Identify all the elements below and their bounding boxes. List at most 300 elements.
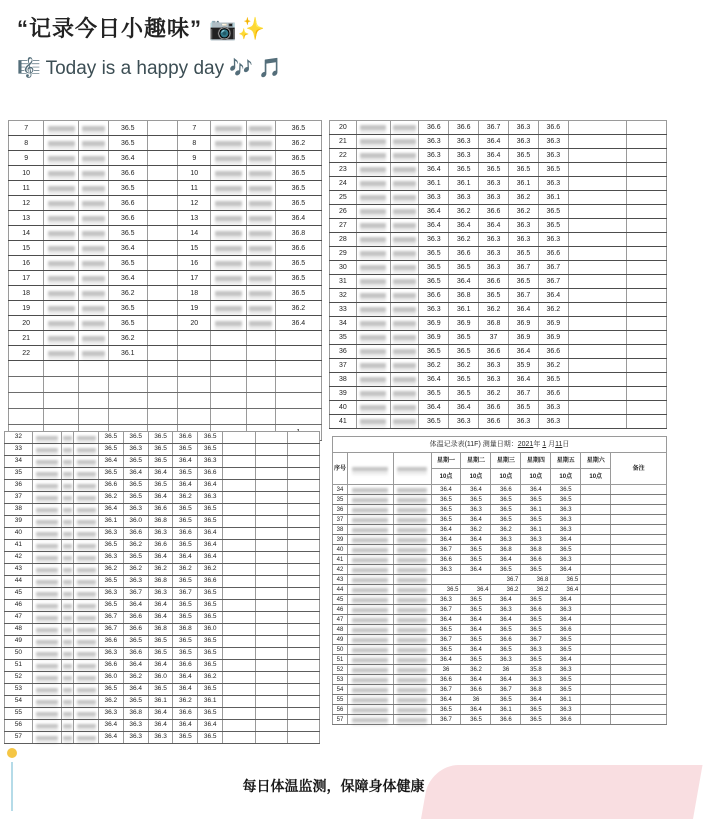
redacted-name-cell	[79, 211, 108, 226]
temp-cell: 36.3	[551, 525, 581, 535]
redacted-name-cell	[390, 191, 419, 205]
redacted-name	[249, 276, 272, 281]
redacted-name-cell	[62, 684, 74, 696]
row-number-cell: 55	[333, 695, 348, 705]
redacted-name-cell	[74, 576, 99, 588]
note-cell	[611, 655, 667, 665]
row-number-cell: 7	[178, 121, 211, 136]
redacted-name-cell	[211, 121, 246, 136]
row-number-cell: 46	[5, 600, 33, 612]
redacted-name	[215, 261, 242, 266]
table-row	[9, 226, 322, 241]
row-number-cell: 53	[333, 675, 348, 685]
note-cell	[611, 705, 667, 715]
empty-cell	[568, 135, 627, 149]
redacted-name	[215, 156, 242, 161]
redacted-name	[360, 251, 386, 256]
empty-cell	[223, 564, 256, 576]
empty-cell	[568, 387, 627, 401]
redacted-name	[397, 508, 426, 512]
row-number-cell: 12	[9, 196, 44, 211]
temperature-sheet-image-2[interactable]	[329, 120, 667, 425]
redacted-name-cell	[32, 504, 62, 516]
temp-cell: 36.2	[479, 387, 509, 401]
empty-cell	[178, 393, 211, 409]
temp-cell: 36.4	[419, 205, 449, 219]
redacted-name	[36, 460, 59, 464]
row-number-cell: 44	[5, 576, 33, 588]
temp-cell: 36.5	[508, 163, 538, 177]
redacted-name	[77, 724, 96, 728]
empty-cell	[255, 600, 288, 612]
redacted-name	[397, 598, 426, 602]
empty-cell	[627, 261, 667, 275]
temp-cell: 36.3	[479, 233, 509, 247]
temp-cell: 36.3	[479, 247, 509, 261]
temp-cell: 36.4	[148, 720, 173, 732]
temp-cell: 36.6	[173, 528, 198, 540]
saturday-cell	[581, 495, 611, 505]
temp-cell: 36.5	[419, 387, 449, 401]
redacted-name-cell	[347, 505, 393, 515]
redacted-name-cell	[44, 121, 79, 136]
redacted-name-cell	[390, 387, 419, 401]
temp-cell: 36.5	[538, 163, 568, 177]
empty-cell	[288, 564, 320, 576]
redacted-name	[397, 698, 426, 702]
redacted-name-cell	[32, 564, 62, 576]
row-number-cell: 48	[5, 624, 33, 636]
temp-cell: 36.4	[461, 485, 491, 495]
temp-cell: 36.5	[479, 163, 509, 177]
temp-cell: 36.3	[123, 504, 148, 516]
empty-cell	[627, 219, 667, 233]
redacted-name	[397, 718, 426, 722]
temp-cell: 36.1	[449, 303, 479, 317]
empty-cell	[211, 361, 246, 377]
empty-cell	[627, 247, 667, 261]
redacted-name	[249, 306, 272, 311]
redacted-name	[397, 638, 426, 642]
table-row	[333, 645, 667, 655]
temp-cell: 36.4	[449, 275, 479, 289]
redacted-name-cell	[62, 576, 74, 588]
row-number-cell: 12	[178, 196, 211, 211]
temp-cell: 36.3	[123, 444, 148, 456]
temp-cell: 36.5	[148, 444, 173, 456]
table-row	[333, 615, 667, 625]
note-cell	[611, 535, 667, 545]
temp-cell: 36.3	[479, 191, 509, 205]
empty-cell	[288, 540, 320, 552]
redacted-name-cell	[393, 685, 431, 695]
note-cell	[611, 665, 667, 675]
temp-cell: 36.5	[491, 505, 521, 515]
redacted-name-cell	[246, 286, 275, 301]
row-number-cell: 37	[333, 515, 348, 525]
temp-cell: 36.4	[173, 552, 198, 564]
redacted-name	[393, 405, 415, 410]
empty-cell	[255, 504, 288, 516]
redacted-name	[77, 580, 96, 584]
temp-cell: 36.5	[461, 545, 491, 555]
empty-cell	[223, 540, 256, 552]
temp-cell: 36.4	[431, 535, 461, 545]
redacted-name	[36, 544, 59, 548]
temp-cell: 36.5	[123, 432, 148, 444]
temp-cell: 36.5	[431, 645, 461, 655]
empty-cell	[9, 393, 44, 409]
table-row	[5, 612, 320, 624]
empty-cell	[223, 672, 256, 684]
row-number-cell: 48	[333, 625, 348, 635]
redacted-name-cell	[347, 705, 393, 715]
redacted-name-cell	[246, 301, 275, 316]
redacted-name	[82, 291, 105, 296]
redacted-name-cell	[246, 196, 275, 211]
temp-cell: 36.5	[108, 301, 147, 316]
redacted-name	[63, 508, 72, 512]
temp-cell: 36.3	[521, 535, 551, 545]
redacted-name-cell	[62, 624, 74, 636]
temp-cell: 36.3	[479, 373, 509, 387]
note-cell	[611, 615, 667, 625]
header-day: 星期三	[491, 453, 521, 469]
temp-cell: 36.5	[491, 645, 521, 655]
empty-cell	[108, 377, 147, 393]
row-number-cell: 41	[5, 540, 33, 552]
empty-cell	[9, 377, 44, 393]
row-number-cell: 27	[330, 219, 357, 233]
redacted-name-cell	[356, 401, 390, 415]
table-row	[330, 289, 667, 303]
redacted-name-cell	[74, 648, 99, 660]
row-number-cell: 30	[330, 261, 357, 275]
temp-cell: 36.6	[479, 275, 509, 289]
table-row	[330, 149, 667, 163]
redacted-name-cell	[356, 205, 390, 219]
temp-cell: 36.6	[491, 635, 521, 645]
temp-cell: 36.3	[449, 149, 479, 163]
empty-cell	[288, 456, 320, 468]
table-row	[5, 540, 320, 552]
temp-cell: 36.5	[431, 495, 461, 505]
empty-cell	[108, 361, 147, 377]
empty-cell	[627, 387, 667, 401]
redacted-name-cell	[390, 303, 419, 317]
empty-cell	[246, 346, 275, 361]
temp-cell: 36.5	[123, 696, 148, 708]
redacted-name-cell	[356, 289, 390, 303]
row-number-cell: 57	[333, 715, 348, 725]
table-row	[5, 516, 320, 528]
row-number-cell: 41	[330, 415, 357, 429]
temp-cell: 36.6	[173, 432, 198, 444]
row-number-cell: 42	[5, 552, 33, 564]
temp-cell: 36.6	[538, 247, 568, 261]
redacted-name-cell	[211, 271, 246, 286]
temp-cell: 36.2	[173, 564, 198, 576]
temp-cell: 36.4	[551, 615, 581, 625]
temp-cell: 36.9	[538, 331, 568, 345]
redacted-name-cell	[246, 226, 275, 241]
header-time: 10点	[491, 469, 521, 485]
temperature-sheet-image-1[interactable]	[8, 120, 322, 428]
temp-cell: 36.5	[551, 495, 581, 505]
redacted-name	[360, 237, 386, 242]
table-row	[5, 564, 320, 576]
empty-cell	[223, 552, 256, 564]
empty-cell	[275, 393, 321, 409]
row-number-cell: 38	[5, 504, 33, 516]
redacted-name	[63, 520, 72, 524]
saturday-cell	[581, 695, 611, 705]
temp-cell: 36.5	[449, 163, 479, 177]
table-row	[330, 233, 667, 247]
temp-cell: 36.5	[98, 684, 123, 696]
redacted-name-cell	[79, 271, 108, 286]
empty-cell	[568, 373, 627, 387]
temp-cell: 36	[491, 665, 521, 675]
empty-cell	[178, 377, 211, 393]
row-number-cell: 42	[333, 565, 348, 575]
redacted-name-cell	[390, 359, 419, 373]
temp-cell: 36.3	[419, 191, 449, 205]
temp-cell: 36.4	[419, 401, 449, 415]
empty-cell	[288, 600, 320, 612]
redacted-name	[397, 578, 426, 582]
empty-cell	[627, 373, 667, 387]
note-cell	[611, 525, 667, 535]
row-number-cell: 45	[5, 588, 33, 600]
redacted-name-cell	[347, 595, 393, 605]
table-row	[9, 331, 322, 346]
temp-cell: 36.3	[431, 595, 461, 605]
redacted-name	[249, 231, 272, 236]
redacted-name	[36, 688, 59, 692]
note-cell	[611, 675, 667, 685]
table-row	[333, 575, 667, 585]
temp-cell: 36.8	[148, 516, 173, 528]
empty-cell	[627, 121, 667, 135]
empty-cell	[288, 468, 320, 480]
temp-cell: 36.2	[449, 233, 479, 247]
temp-cell: 36.5	[508, 275, 538, 289]
temp-cell: 36.3	[479, 261, 509, 275]
redacted-name-cell	[356, 331, 390, 345]
empty-cell	[147, 256, 177, 271]
temp-cell: 36.7	[123, 588, 148, 600]
temp-cell: 36.8	[521, 575, 551, 585]
redacted-name-cell	[390, 135, 419, 149]
temp-cell: 36.5	[521, 495, 551, 505]
redacted-name-cell	[211, 136, 246, 151]
saturday-cell	[581, 595, 611, 605]
temp-cell: 36.5	[198, 600, 223, 612]
temp-cell: 36.4	[479, 219, 509, 233]
saturday-cell	[581, 565, 611, 575]
row-number-cell: 8	[178, 136, 211, 151]
redacted-name	[393, 251, 415, 256]
header-note: 备注	[611, 453, 667, 485]
redacted-name	[77, 676, 96, 680]
table-row	[333, 705, 667, 715]
empty-cell	[568, 121, 627, 135]
temp-cell: 36.4	[148, 552, 173, 564]
temp-cell: 36.2	[479, 303, 509, 317]
redacted-name-cell	[347, 585, 393, 595]
redacted-name-cell	[79, 346, 108, 361]
redacted-name	[215, 291, 242, 296]
empty-cell	[211, 377, 246, 393]
row-number-cell: 36	[5, 480, 33, 492]
redacted-name	[397, 688, 426, 692]
table-row	[9, 393, 322, 409]
row-number-cell: 37	[5, 492, 33, 504]
redacted-name-cell	[62, 552, 74, 564]
temp-cell: 36.4	[521, 695, 551, 705]
redacted-name-cell	[347, 665, 393, 675]
redacted-name-cell	[32, 684, 62, 696]
redacted-name-cell	[32, 516, 62, 528]
redacted-name-cell	[74, 564, 99, 576]
redacted-name	[48, 261, 75, 266]
redacted-name	[82, 306, 105, 311]
redacted-name	[77, 496, 96, 500]
redacted-name	[82, 141, 105, 146]
table-row	[5, 468, 320, 480]
redacted-name-cell	[44, 211, 79, 226]
redacted-name	[215, 306, 242, 311]
table-title-prefix: 体温记录表(11F) 测量日期：	[429, 441, 518, 448]
redacted-name-cell	[211, 196, 246, 211]
note-cell	[611, 635, 667, 645]
redacted-name-cell	[32, 432, 62, 444]
temp-cell: 36.6	[431, 675, 461, 685]
row-number-cell: 38	[333, 525, 348, 535]
redacted-name	[63, 592, 72, 596]
temp-cell: 36.4	[198, 540, 223, 552]
redacted-name-cell	[390, 401, 419, 415]
temp-cell: 36.4	[108, 271, 147, 286]
redacted-name-cell	[393, 615, 431, 625]
redacted-name	[352, 518, 388, 522]
redacted-name-cell	[347, 535, 393, 545]
temp-cell: 36.5	[198, 432, 223, 444]
temp-cell: 36.6	[123, 624, 148, 636]
redacted-name-cell	[74, 720, 99, 732]
redacted-name-cell	[44, 196, 79, 211]
saturday-cell	[581, 645, 611, 655]
redacted-name	[63, 556, 72, 560]
empty-cell	[288, 672, 320, 684]
temp-cell: 36.5	[148, 480, 173, 492]
row-number-cell: 34	[333, 485, 348, 495]
row-number-cell: 39	[5, 516, 33, 528]
redacted-name-cell	[62, 444, 74, 456]
row-number-cell: 53	[5, 684, 33, 696]
redacted-name	[352, 598, 388, 602]
temp-cell: 36.5	[173, 468, 198, 480]
redacted-name	[393, 349, 415, 354]
redacted-name-cell	[211, 316, 246, 331]
redacted-name	[36, 736, 59, 740]
temp-cell: 36.6	[123, 528, 148, 540]
table-row	[330, 373, 667, 387]
temp-cell: 36.6	[108, 196, 147, 211]
temp-cell: 36.6	[449, 247, 479, 261]
empty-cell	[178, 361, 211, 377]
redacted-name-cell	[32, 648, 62, 660]
table-row	[330, 387, 667, 401]
temperature-sheet-image-4[interactable]	[332, 436, 667, 740]
note-cell	[611, 585, 667, 595]
table-row	[330, 177, 667, 191]
row-number-cell: 14	[178, 226, 211, 241]
temp-cell: 36.5	[521, 655, 551, 665]
temp-cell: 36.5	[173, 612, 198, 624]
redacted-name	[393, 167, 415, 172]
redacted-name-cell	[347, 625, 393, 635]
empty-cell	[147, 301, 177, 316]
redacted-name-cell	[347, 695, 393, 705]
redacted-name	[63, 640, 72, 644]
empty-cell	[147, 211, 177, 226]
table-row	[330, 359, 667, 373]
temperature-sheet-image-3[interactable]	[4, 431, 320, 744]
redacted-name	[77, 592, 96, 596]
row-number-cell: 22	[330, 149, 357, 163]
redacted-name-cell	[74, 528, 99, 540]
redacted-name	[63, 580, 72, 584]
redacted-name	[36, 580, 59, 584]
redacted-name	[48, 126, 75, 131]
redacted-name-cell	[62, 612, 74, 624]
temp-cell: 36.6	[479, 415, 509, 429]
temp-cell: 36.0	[198, 624, 223, 636]
redacted-name	[360, 153, 386, 158]
redacted-name	[36, 508, 59, 512]
redacted-name	[63, 652, 72, 656]
redacted-name-cell	[347, 645, 393, 655]
saturday-cell	[581, 505, 611, 515]
temp-cell: 36.5	[173, 504, 198, 516]
temp-cell: 36.2	[123, 564, 148, 576]
empty-cell	[255, 492, 288, 504]
redacted-name	[360, 391, 386, 396]
temp-cell: 36.8	[449, 289, 479, 303]
temp-cell: 36.5	[508, 401, 538, 415]
temp-cell: 36.4	[431, 695, 461, 705]
redacted-name	[63, 724, 72, 728]
temp-cell: 36.4	[551, 595, 581, 605]
temp-cell: 36.8	[275, 226, 321, 241]
row-number-cell: 19	[178, 301, 211, 316]
temp-cell: 36.1	[538, 191, 568, 205]
redacted-name	[397, 467, 426, 471]
header-day: 星期五	[551, 453, 581, 469]
redacted-name-cell	[74, 732, 99, 744]
table-row	[330, 317, 667, 331]
empty-cell	[627, 331, 667, 345]
temp-cell: 36.1	[521, 505, 551, 515]
temp-cell: 36.5	[551, 485, 581, 495]
redacted-name-cell	[74, 588, 99, 600]
redacted-name-cell	[44, 136, 79, 151]
temp-cell: 36.3	[508, 135, 538, 149]
empty-cell	[255, 732, 288, 744]
temp-cell: 36.5	[491, 495, 521, 505]
